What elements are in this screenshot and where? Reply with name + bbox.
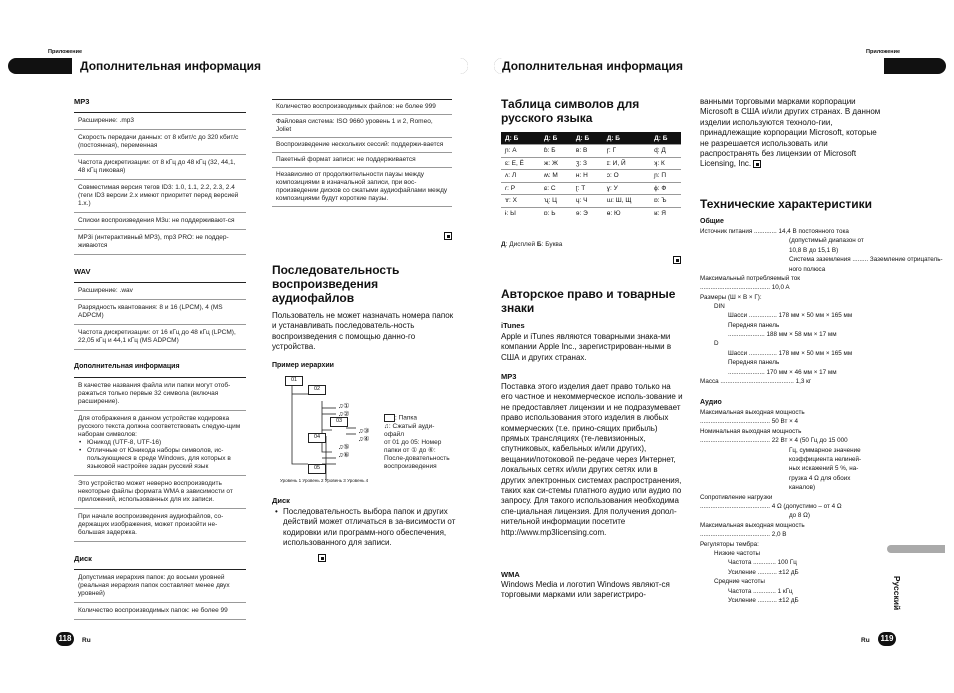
disc-item: Допустимая иерархия папок: до восьми уровней (реальная иерархия папок составляет менее двух уровней): [74, 570, 246, 603]
disc-item: Файловая система: ISO 9660 уровень 1 и 2, Romeo, Joliet: [272, 115, 452, 138]
tree-title: Пример иерархии: [272, 362, 334, 369]
spec-line: Низкие частоты: [714, 550, 760, 557]
tree-file-2: ♫②: [338, 411, 350, 418]
spec-line: DIN: [714, 302, 725, 310]
extra-p2: Для отображения в данном устройстве кодировка русского текста должна соответствовать следую-щим наборам символов:: [78, 415, 241, 438]
col-header: Д: Б: [501, 132, 540, 145]
tree-file-4: ♫④: [358, 436, 370, 443]
spec-line: Регуляторы тембра:: [700, 540, 759, 548]
spec-line: ..................... 170 мм × 46 мм × 17 мм: [728, 368, 837, 376]
mp3-lic-title: MP3: [501, 372, 517, 381]
extra-bullet-1: • Юникод (UTF-8, UTF-16): [78, 439, 242, 447]
disc-item: Воспроизведение нескольких сессий: поддержи-вается: [272, 138, 452, 153]
spec-audio: Аудио: [700, 399, 722, 406]
char-table-header: [501, 132, 681, 145]
spec-line: D: [714, 340, 719, 348]
table-note: Д: Дисплей Б: Буква: [501, 241, 563, 248]
tree-file-3: ♫③: [358, 428, 370, 435]
extra-p3: Это устройство может неверно воспроизводить некоторые файлы формата WMA в зависимости от приложений, использованных для их записи.: [74, 476, 246, 509]
seq-title: Последовательность воспроизведения аудиофайлов: [272, 263, 400, 305]
spec-line: грузка 4 Ω для обоих: [789, 474, 851, 482]
mp3-item: Частота дискретизации: от 8 кГц до 48 кГц (32, 44,1, 48 кГц пиковая): [74, 155, 246, 180]
spec-line: каналов): [789, 484, 816, 492]
lang-right: Ru: [861, 637, 870, 644]
folder-03: 03: [330, 417, 348, 427]
col1: [74, 97, 246, 620]
table-row: ɛ: Е, Ё ж: Ж ʒ: З ɪ: И, Й ʞ: К: [501, 157, 681, 170]
spec-line: ного полюса: [789, 265, 826, 273]
wma-title: WMA: [501, 570, 520, 579]
char-table: [501, 132, 681, 219]
page-number-left: 118: [56, 632, 74, 646]
col-header: Д: Б: [603, 132, 650, 145]
extra-title: Дополнительная информация: [74, 363, 180, 370]
wav-title: WAV: [74, 267, 91, 276]
wav-item: Частота дискретизации: от 16 кГц до 48 кГц (LPCM), 22,05 кГц и 44,1 кГц (MS ADPCM): [74, 325, 246, 350]
spec-line: Система заземления ......... Заземление отрицатель-: [789, 256, 943, 264]
tree-levels: [280, 478, 368, 483]
legend-folder: : Папка: [384, 414, 454, 423]
table-row: ɨ: Ы ɒ: Ь ɘ: Э ɵ: Ю ʁ: Я: [501, 207, 681, 219]
col-header: Д: Б: [540, 132, 572, 145]
table-row: ɤ: Х ʯ: Ц ɥ: Ч ɯ: Ш, Щ ɒ: Ъ: [501, 195, 681, 208]
wav-item: Разрядность квантования: 8 и 16 (LPCM), 4 (MS ADPCM): [74, 300, 246, 325]
col2-list: [272, 99, 452, 207]
spec-line: Максимальная выходная мощность: [700, 409, 805, 416]
legend-file: ♫: Сжатый ауди-офайл: [384, 422, 435, 438]
itunes-text: Apple и iTunes являются товарными знака-ми компании Apple Inc., зарегистрирован-ными в США и других странах.: [501, 332, 672, 362]
end-mark-icon: [753, 160, 761, 168]
spec-line: Средние частоты: [714, 578, 765, 586]
disc-item: Независимо от продолжительности паузы между композициями в изначальной записи, при вос-произведении дисков со сжатыми аудиофайлами между композициями будут короткие паузы.: [272, 168, 452, 207]
table-row: ɲ: А ɓ: Б ʙ: В ɼ: Г ɖ: Д: [501, 145, 681, 158]
seq-text: Пользователь не может назначать номера папок и устанавливать последователь-ность воспроизведения с помощью данно-го устройства.: [272, 311, 454, 352]
spec-line: ........................................ 22 Вт × 4 (50 Гц до 15 000: [700, 437, 848, 445]
col-header: Д: Б: [572, 132, 603, 145]
folder-04: 04: [308, 433, 326, 443]
spec-line: Максимальный потребляемый ток: [700, 275, 801, 282]
header-right-title: Дополнительная информация: [502, 59, 683, 73]
wma-cont-text: ванными торговыми марками корпорации Microsoft в США и/или других странах. В данном изделии используются техноло-гии, принадлежащие корпорации Microsoft, которые не разрешается использовать или распространять без лицензии от Microsoft Licensing, Inc.: [700, 97, 881, 169]
itunes-title: iTunes: [501, 321, 525, 330]
mp3-item: MP3i (интерактивный MP3), mp3 PRO: не поддер-живаются: [74, 230, 246, 255]
spec-line: Максимальная выходная мощность: [700, 521, 805, 529]
music-note-icon: ♫: [384, 422, 389, 430]
spec-line: Усиление ........... ±12 дБ: [728, 568, 799, 576]
spec-line: Шасси ................ 178 мм × 50 мм × 165 мм: [728, 349, 853, 357]
disc2-title: Диск: [272, 496, 290, 505]
tree-level: Уровень 2: [302, 478, 324, 483]
mp3-item: Списки воспроизведения M3u: не поддерживают-ся: [74, 213, 246, 230]
spec-line: Источник питания ............. 14,4 В постоянного тока: [700, 228, 849, 235]
header-left-title: Дополнительная информация: [80, 59, 261, 73]
tree-level: Уровень 1: [280, 478, 302, 483]
extra-p4: При начале воспроизведения аудиофайлов, со-держащих изображения, может произойти не-большая задержка.: [74, 509, 246, 542]
spec-line: ных искажений 5 %, на-: [789, 465, 859, 473]
spec-line: до 8 Ω): [789, 512, 810, 520]
spec-line: Номинальная выходная мощность: [700, 427, 802, 435]
spec-line: Шасси ................ 178 мм × 50 мм × 165 мм: [728, 312, 853, 320]
side-tab: [887, 545, 945, 553]
spec-line: (допустимый диапазон от: [789, 237, 864, 245]
header-left-label: Приложение: [48, 49, 83, 55]
tree-file-1: ♫①: [338, 403, 350, 410]
folder-05: 05: [308, 464, 326, 474]
table-row: ʌ: Л ʍ: М ʜ: Н ɔ: О ɲ: П: [501, 170, 681, 183]
spec-line: 10,8 В до 15,1 В): [789, 246, 839, 254]
tree-file-5: ♫⑤: [338, 444, 350, 451]
table-title: Таблица символов для русского языка: [501, 97, 640, 125]
header-right-label: Приложение: [866, 49, 901, 55]
folder-01: 01: [285, 376, 303, 386]
disc2-bullet: • Последовательность выбора папок и других действий может отличаться в за-висимости от кодировки или программ-ного обеспечения, использованного для записи.: [274, 507, 461, 549]
extra-p2-block: [74, 411, 246, 476]
mp3-item: Скорость передачи данных: от 8 кбит/с до 320 кбит/с (постоянная), переменная: [74, 130, 246, 155]
spec-line: ..................... 188 мм × 58 мм × 17 мм: [728, 331, 837, 338]
disc-item: Количество воспроизводимых файлов: не более 999: [272, 100, 452, 115]
spec-line: Масса .......................................... 1,3 кг: [700, 378, 812, 385]
spec-general: Общие: [700, 218, 724, 225]
disc-item: Количество воспроизводимых папок: не более 99: [74, 603, 246, 620]
end-mark-icon: [444, 232, 452, 240]
spec-line: ........................................ 2,0 В: [700, 531, 787, 539]
spec-line: Частота ............. 100 Гц: [728, 559, 797, 567]
folder-icon: [384, 414, 395, 422]
copyright-title: Авторское право и товарные знаки: [501, 287, 676, 315]
wma-text: Windows Media и логотип Windows являют-ся торговыми марками или зарегистриро-: [501, 580, 670, 600]
folder-02: 02: [308, 385, 326, 395]
mp3-title: MP3: [74, 97, 90, 106]
side-language-label: Русский: [892, 575, 903, 611]
mp3-item: Совместимая версия тегов ID3: 1.0, 1.1, 2.2, 2.3, 2.4 (теги ID3 версии 2.x имеют приоритет перед версией 1.x.): [74, 180, 246, 213]
disc-item: Пакетный формат записи: не поддерживается: [272, 153, 452, 168]
spec-line: ........................................ 10,0 A: [700, 284, 790, 292]
extra-bullet-2: • Отличные от Юникода наборы символов, ис-пользующиеся в среде Windows, для которых в языковой настройке задан русский язык: [78, 447, 242, 471]
extra-p1: В качестве названия файла или папки могут отоб-ражаться только первые 32 символа (включая расширение).: [74, 378, 246, 411]
table-row: ɾ: Р ɕ: С ʈ: Т ɣ: У ɸ: Ф: [501, 182, 681, 195]
tree-level: Уровень 3: [324, 478, 346, 483]
spec-line: ........................................ 50 Вт × 4: [700, 418, 799, 426]
spec-line: коэффициента нелиней-: [789, 456, 862, 463]
disc-title: Диск: [74, 554, 92, 563]
spec-line: Усиление ........... ±12 дБ: [728, 597, 799, 604]
spec-line: Размеры (Ш × В × Г):: [700, 293, 762, 301]
tree-legend: [384, 414, 454, 471]
spec-title: Технические характеристики: [700, 197, 873, 211]
spec-line: Гц, суммарное значение: [789, 446, 861, 454]
end-mark-icon: [318, 554, 326, 562]
spec-line: Передняя панель: [728, 321, 780, 329]
wav-item: Расширение: .wav: [74, 283, 246, 300]
spec-line: Частота ............. 1 кГц: [728, 587, 793, 595]
page-number-right: 119: [878, 632, 896, 646]
tree-level: Уровень 4: [347, 478, 369, 483]
legend-text: от 01 до 05: Номер папки от ① до ⑥: После-довательность воспроизведения: [384, 438, 450, 470]
tree-lines: [280, 372, 380, 482]
spec-line: ........................................ 4 Ω (допустимо – от 4 Ω: [700, 503, 842, 510]
mp3-lic-text: Поставка этого изделия дает право только на его частное и некоммерческое исполь-зование и не предоставляет лицензии и не подразумевает право использования этого изделия в любых коммерческих (т.е. прино-сящих прибыль) прямых трансляциях (те-левизионных, спутниковых, кабельных и/или других), вещании/потоковой пе-редаче через Интернет, локальных сетях и/или других сетях или в других электронных системах распространения, таких как си-стемы платного аудио или аудио по запросу. Для такого использования необходима спе-циальная лицензия. Для получения допол-нительной информации посетите http://www.mp3licensing.com.: [501, 382, 683, 537]
col-header: Д: Б: [650, 132, 681, 145]
tree-file-6: ♫⑥: [338, 452, 350, 459]
spec-line: Передняя панель: [728, 359, 780, 367]
end-mark-icon: [673, 256, 681, 264]
spec-line: Сопротивление нагрузки: [700, 493, 773, 501]
lang-left: Ru: [82, 637, 91, 644]
mp3-item: Расширение: .mp3: [74, 113, 246, 130]
